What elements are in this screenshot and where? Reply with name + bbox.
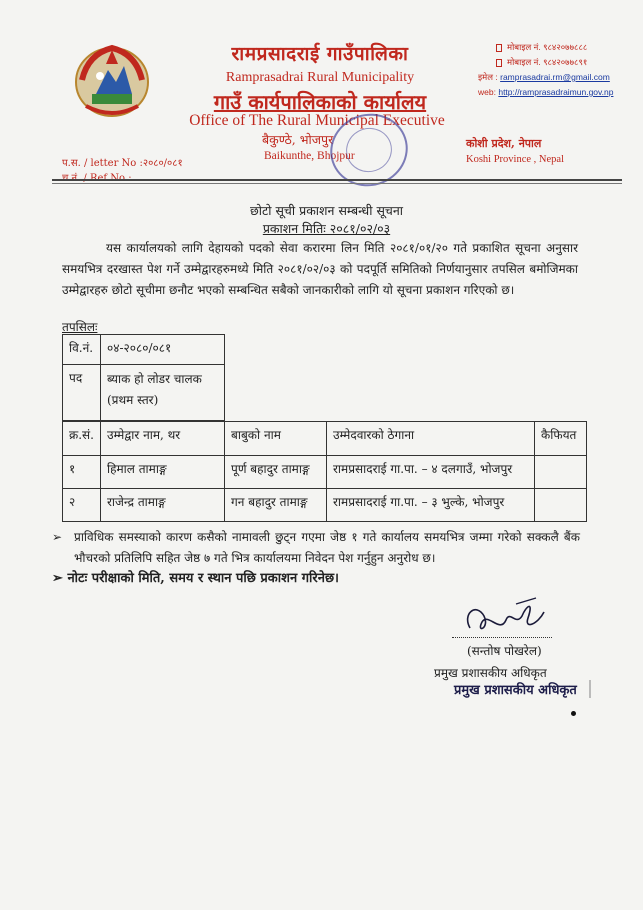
table-row bbox=[63, 489, 587, 522]
seal-inner-ring bbox=[340, 122, 397, 178]
signature-line bbox=[452, 637, 552, 638]
province-en: Koshi Province , Nepal bbox=[466, 154, 564, 165]
municipality-name-np: रामप्रसादराई गाउँपालिका bbox=[231, 43, 409, 65]
note-item-1 bbox=[52, 527, 580, 569]
table-row bbox=[63, 335, 225, 365]
table-header-cell: उम्मेदवारको ठेगाना bbox=[327, 422, 535, 456]
table-cell: पूर्ण बहादुर तामाङ्ग bbox=[225, 456, 327, 489]
web-link[interactable]: http://ramprasadraimun.gov.np bbox=[498, 87, 614, 97]
note-item-2 bbox=[52, 568, 339, 589]
office-name-en: Office of The Rural Municipal Executive bbox=[189, 112, 445, 129]
table-cell: हिमाल तामाङ्ग bbox=[101, 456, 225, 489]
details-label: तपसिलः bbox=[62, 320, 98, 334]
web-line: web: http://ramprasadraimun.gov.np bbox=[478, 87, 614, 97]
table-cell: ०४-२०८०/०८१ bbox=[101, 335, 225, 365]
table-cell: पद bbox=[63, 365, 101, 421]
province-np: कोशी प्रदेश, नेपाल bbox=[466, 137, 542, 150]
table-header-cell: कैफियत bbox=[535, 422, 587, 456]
post-table bbox=[62, 334, 225, 421]
place-np: बैकुण्ठे, भोजपुर bbox=[262, 132, 334, 147]
note-text-2: नोटः परीक्षाको मिति, समय र स्थान पछि प्रकाशन गरिनेछ। bbox=[67, 571, 339, 586]
candidate-table bbox=[62, 421, 587, 522]
table-cell: वि.नं. bbox=[63, 335, 101, 365]
table-row bbox=[63, 365, 225, 421]
table-cell: रामप्रसादराई गा.पा. – ३ भुल्के, भोजपुर bbox=[327, 489, 535, 522]
header-divider-thin bbox=[52, 183, 622, 184]
table-row bbox=[63, 456, 587, 489]
table-cell bbox=[535, 456, 587, 489]
signer-title: प्रमुख प्रशासकीय अधिकृत bbox=[434, 666, 547, 680]
municipality-name-en: Ramprasadrai Rural Municipality bbox=[225, 70, 415, 85]
notice-body: यस कार्यालयको लागि देहायको पदको सेवा करारमा लिन मिति २०८१/०१/२० गते प्रकाशित सूचना अनुसार समयभित्र दरखास्त पेश गर्ने उम्मेद्वारहरुमध्ये मिति २०८१/०२/०३ को पदपूर्ति समितिको निर्णयानुसार तपसिल बमोजिमका उम्मेद्वारहरु छोटो सूचीमा छनौट भएको सम्बन्धित सबैको जानकारीको लागि यो सूचना प्रकाशन गरिएको छ। bbox=[62, 241, 578, 297]
email-link[interactable]: ramprasadrai.rm@gmail.com bbox=[500, 72, 610, 82]
office-name-np: गाउँ कार्यपालिकाको कार्यालय bbox=[213, 90, 427, 114]
phone-icon bbox=[496, 59, 502, 67]
publication-date: प्रकाशन मितिः २०८१/०२/०३ bbox=[262, 221, 391, 236]
table-cell: राजेन्द्र तामाङ्ग bbox=[101, 489, 225, 522]
signature-icon bbox=[456, 594, 556, 642]
note-text-1: प्राविधिक समस्याको कारण कसैको नामावली छुट्न गएमा जेष्ठ १ गते कार्यालय समयभित्र जम्मा गरेको सक्कलै बैंक भौचरको प्रतिलिपि सहित जेष्ठ ७ गते भित्र कार्यालयमा निवेदन पेश गर्नुहुन अनुरोध छ। bbox=[74, 530, 580, 565]
table-header-cell: क्र.सं. bbox=[63, 422, 101, 456]
table-header-row bbox=[63, 422, 587, 456]
table-header-cell: उम्मेद्वार नाम, थर bbox=[101, 422, 225, 456]
notice-title: छोटो सूची प्रकाशन सम्बन्धी सूचना bbox=[249, 203, 404, 218]
designation-stamp: प्रमुख प्रशासकीय अधिकृत bbox=[454, 680, 591, 698]
arrow-bullet-icon: ➢ bbox=[52, 530, 63, 544]
email-line: इमेल : ramprasadrai.rm@gmail.com bbox=[478, 72, 610, 82]
table-cell bbox=[535, 489, 587, 522]
contact-block bbox=[478, 42, 638, 101]
header-divider bbox=[52, 179, 622, 181]
letter-number: प.स. / letter No :२०८०/०८१ bbox=[62, 158, 183, 169]
reference-number bbox=[62, 170, 132, 184]
phone-2: मोबाइल नं. ९८४२०७७८९१ bbox=[478, 57, 638, 68]
table-header-cell: बाबुको नाम bbox=[225, 422, 327, 456]
table-cell: १ bbox=[63, 456, 101, 489]
table-cell: रामप्रसादराई गा.पा. – ४ दलगाउँ, भोजपुर bbox=[327, 456, 535, 489]
phone-1: मोबाइल नं. ९८४२०७७८८८ bbox=[478, 42, 638, 53]
table-cell: ब्याक हो लोडर चालक (प्रथम स्तर) bbox=[101, 365, 225, 421]
arrow-bullet-icon: ➢ bbox=[52, 571, 63, 586]
nepal-emblem-icon bbox=[66, 36, 158, 122]
letterhead-title-block bbox=[160, 40, 480, 115]
table-cell: गन बहादुर तामाङ्ग bbox=[225, 489, 327, 522]
phone-icon bbox=[496, 44, 502, 52]
ink-dot bbox=[571, 711, 576, 716]
place-en: Baikunthe, Bhojpur bbox=[264, 150, 355, 162]
table-cell: २ bbox=[63, 489, 101, 522]
signer-name: (सन्तोष पोखरेल) bbox=[467, 644, 542, 658]
